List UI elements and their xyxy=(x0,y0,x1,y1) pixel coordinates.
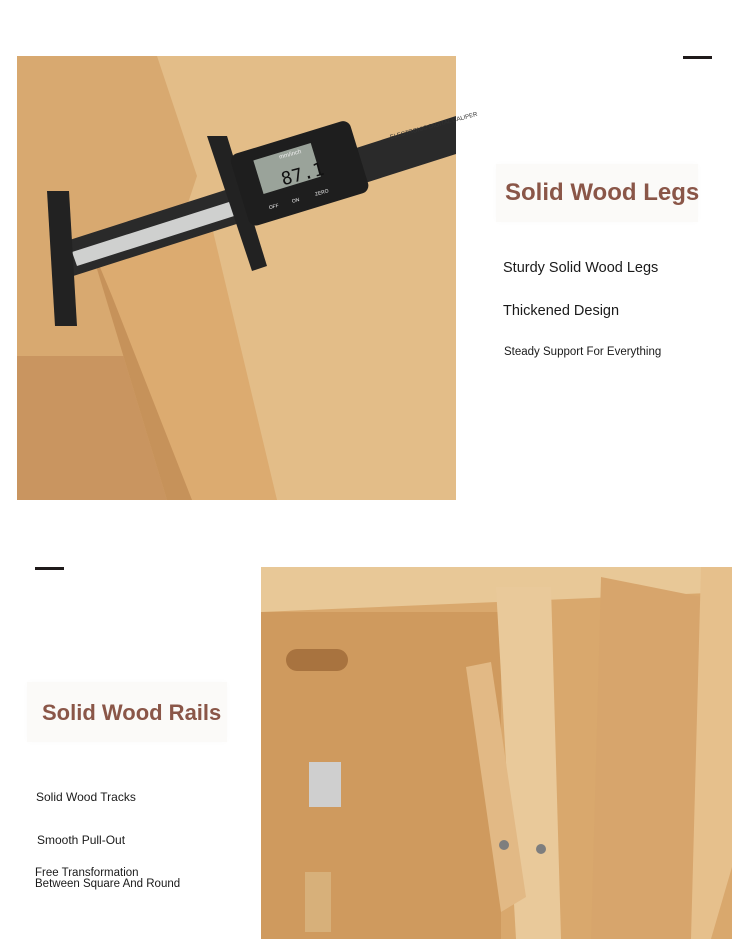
legs-feature-3: Steady Support For Everything xyxy=(504,346,662,358)
rails-underside-illustration xyxy=(261,567,732,939)
caliper-on-button: ON xyxy=(291,197,301,205)
rails-underside-photo xyxy=(261,567,732,939)
caliper-zero-button: ZERO xyxy=(314,188,330,198)
caliper-display-value: 87.1 xyxy=(279,158,327,191)
caliper-leg-illustration xyxy=(17,56,479,500)
rails-feature-3-line-1: Free Transformation xyxy=(35,867,139,879)
rails-heading: Solid Wood Rails xyxy=(42,700,222,725)
accent-rule-top xyxy=(683,56,712,59)
rails-feature-1: Solid Wood Tracks xyxy=(36,790,136,804)
legs-heading: Solid Wood Legs xyxy=(505,179,700,206)
caliper-units-label: mm/inch xyxy=(278,149,303,161)
legs-feature-1: Sturdy Solid Wood Legs xyxy=(503,260,659,276)
rails-feature-3-line-2: Between Square And Round xyxy=(35,878,181,890)
rails-feature-2: Smooth Pull-Out xyxy=(37,833,126,847)
caliper-leg-photo xyxy=(17,56,479,500)
rails-feature-3 xyxy=(35,868,235,890)
legs-feature-2: Thickened Design xyxy=(503,303,620,319)
accent-rule-middle xyxy=(35,567,64,570)
caliper-brand-label: ELECTRONIC DIGITAL CALIPER xyxy=(389,111,479,141)
caliper-off-button: OFF xyxy=(268,202,280,212)
